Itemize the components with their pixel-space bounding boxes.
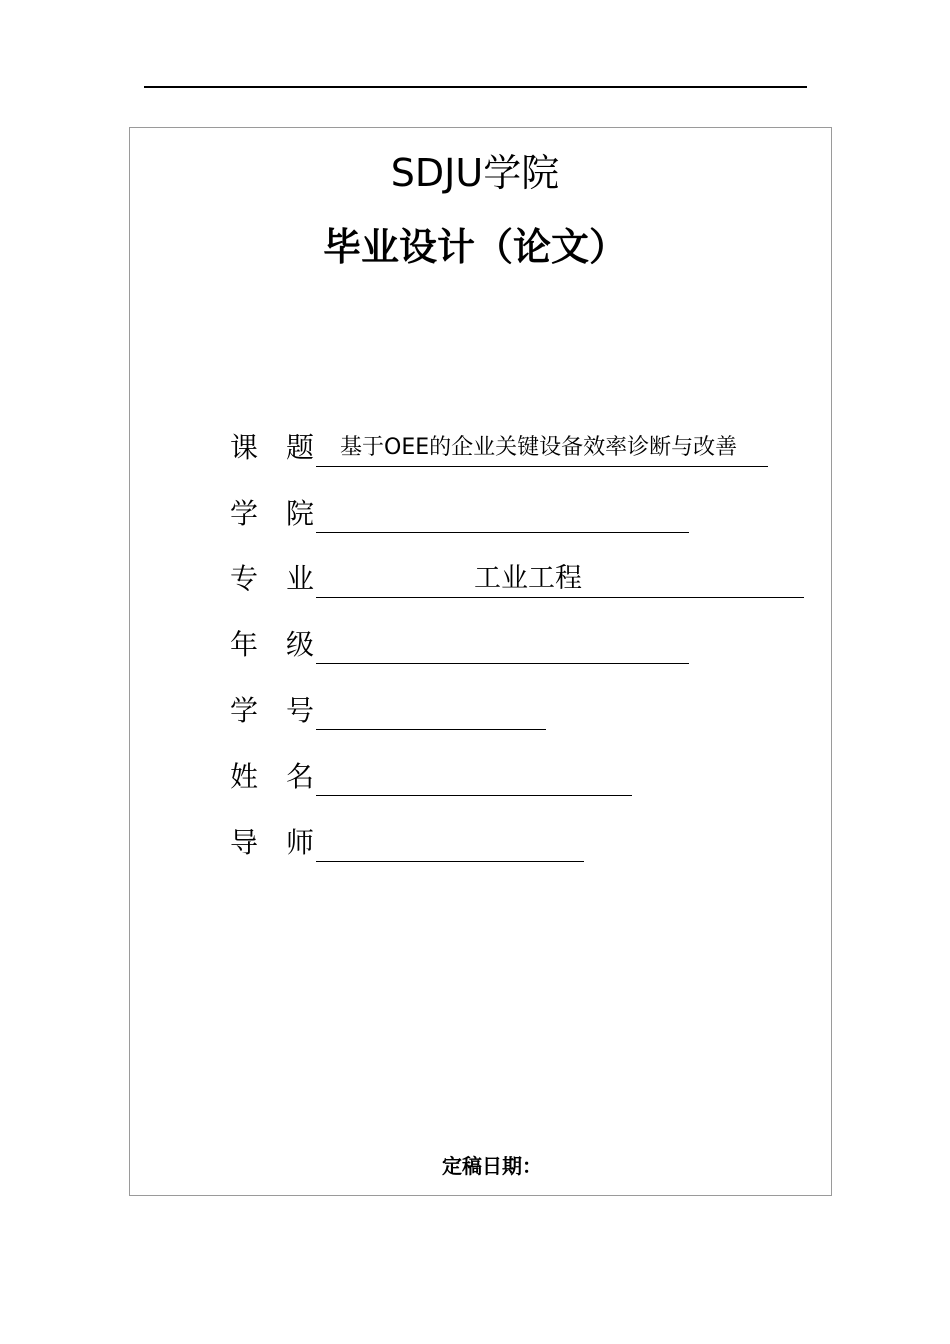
advisor-label: 导师 bbox=[230, 826, 343, 859]
student-id-label: 学号 bbox=[230, 694, 343, 727]
name-label: 姓名 bbox=[230, 760, 343, 793]
finalized-date-label: 定稿日期： bbox=[442, 1154, 542, 1178]
school-name: SDJU学院 bbox=[390, 151, 560, 195]
major-label: 专业 bbox=[230, 562, 343, 595]
major-value: 工业工程 bbox=[474, 563, 582, 594]
grade-value bbox=[316, 625, 689, 664]
name-value bbox=[316, 757, 632, 796]
student-id-value bbox=[316, 691, 546, 730]
document-type-title: 毕业设计（论文） bbox=[322, 225, 627, 269]
topic-label: 课题 bbox=[230, 431, 343, 464]
header-rule bbox=[144, 86, 807, 88]
advisor-value bbox=[316, 823, 584, 862]
major-value-line bbox=[316, 559, 804, 598]
topic-value: 基于OEE的企业关键设备效率诊断与改善 bbox=[316, 428, 768, 467]
grade-label: 年级 bbox=[230, 628, 343, 661]
college-value bbox=[316, 494, 689, 533]
college-label: 学院 bbox=[230, 497, 343, 530]
